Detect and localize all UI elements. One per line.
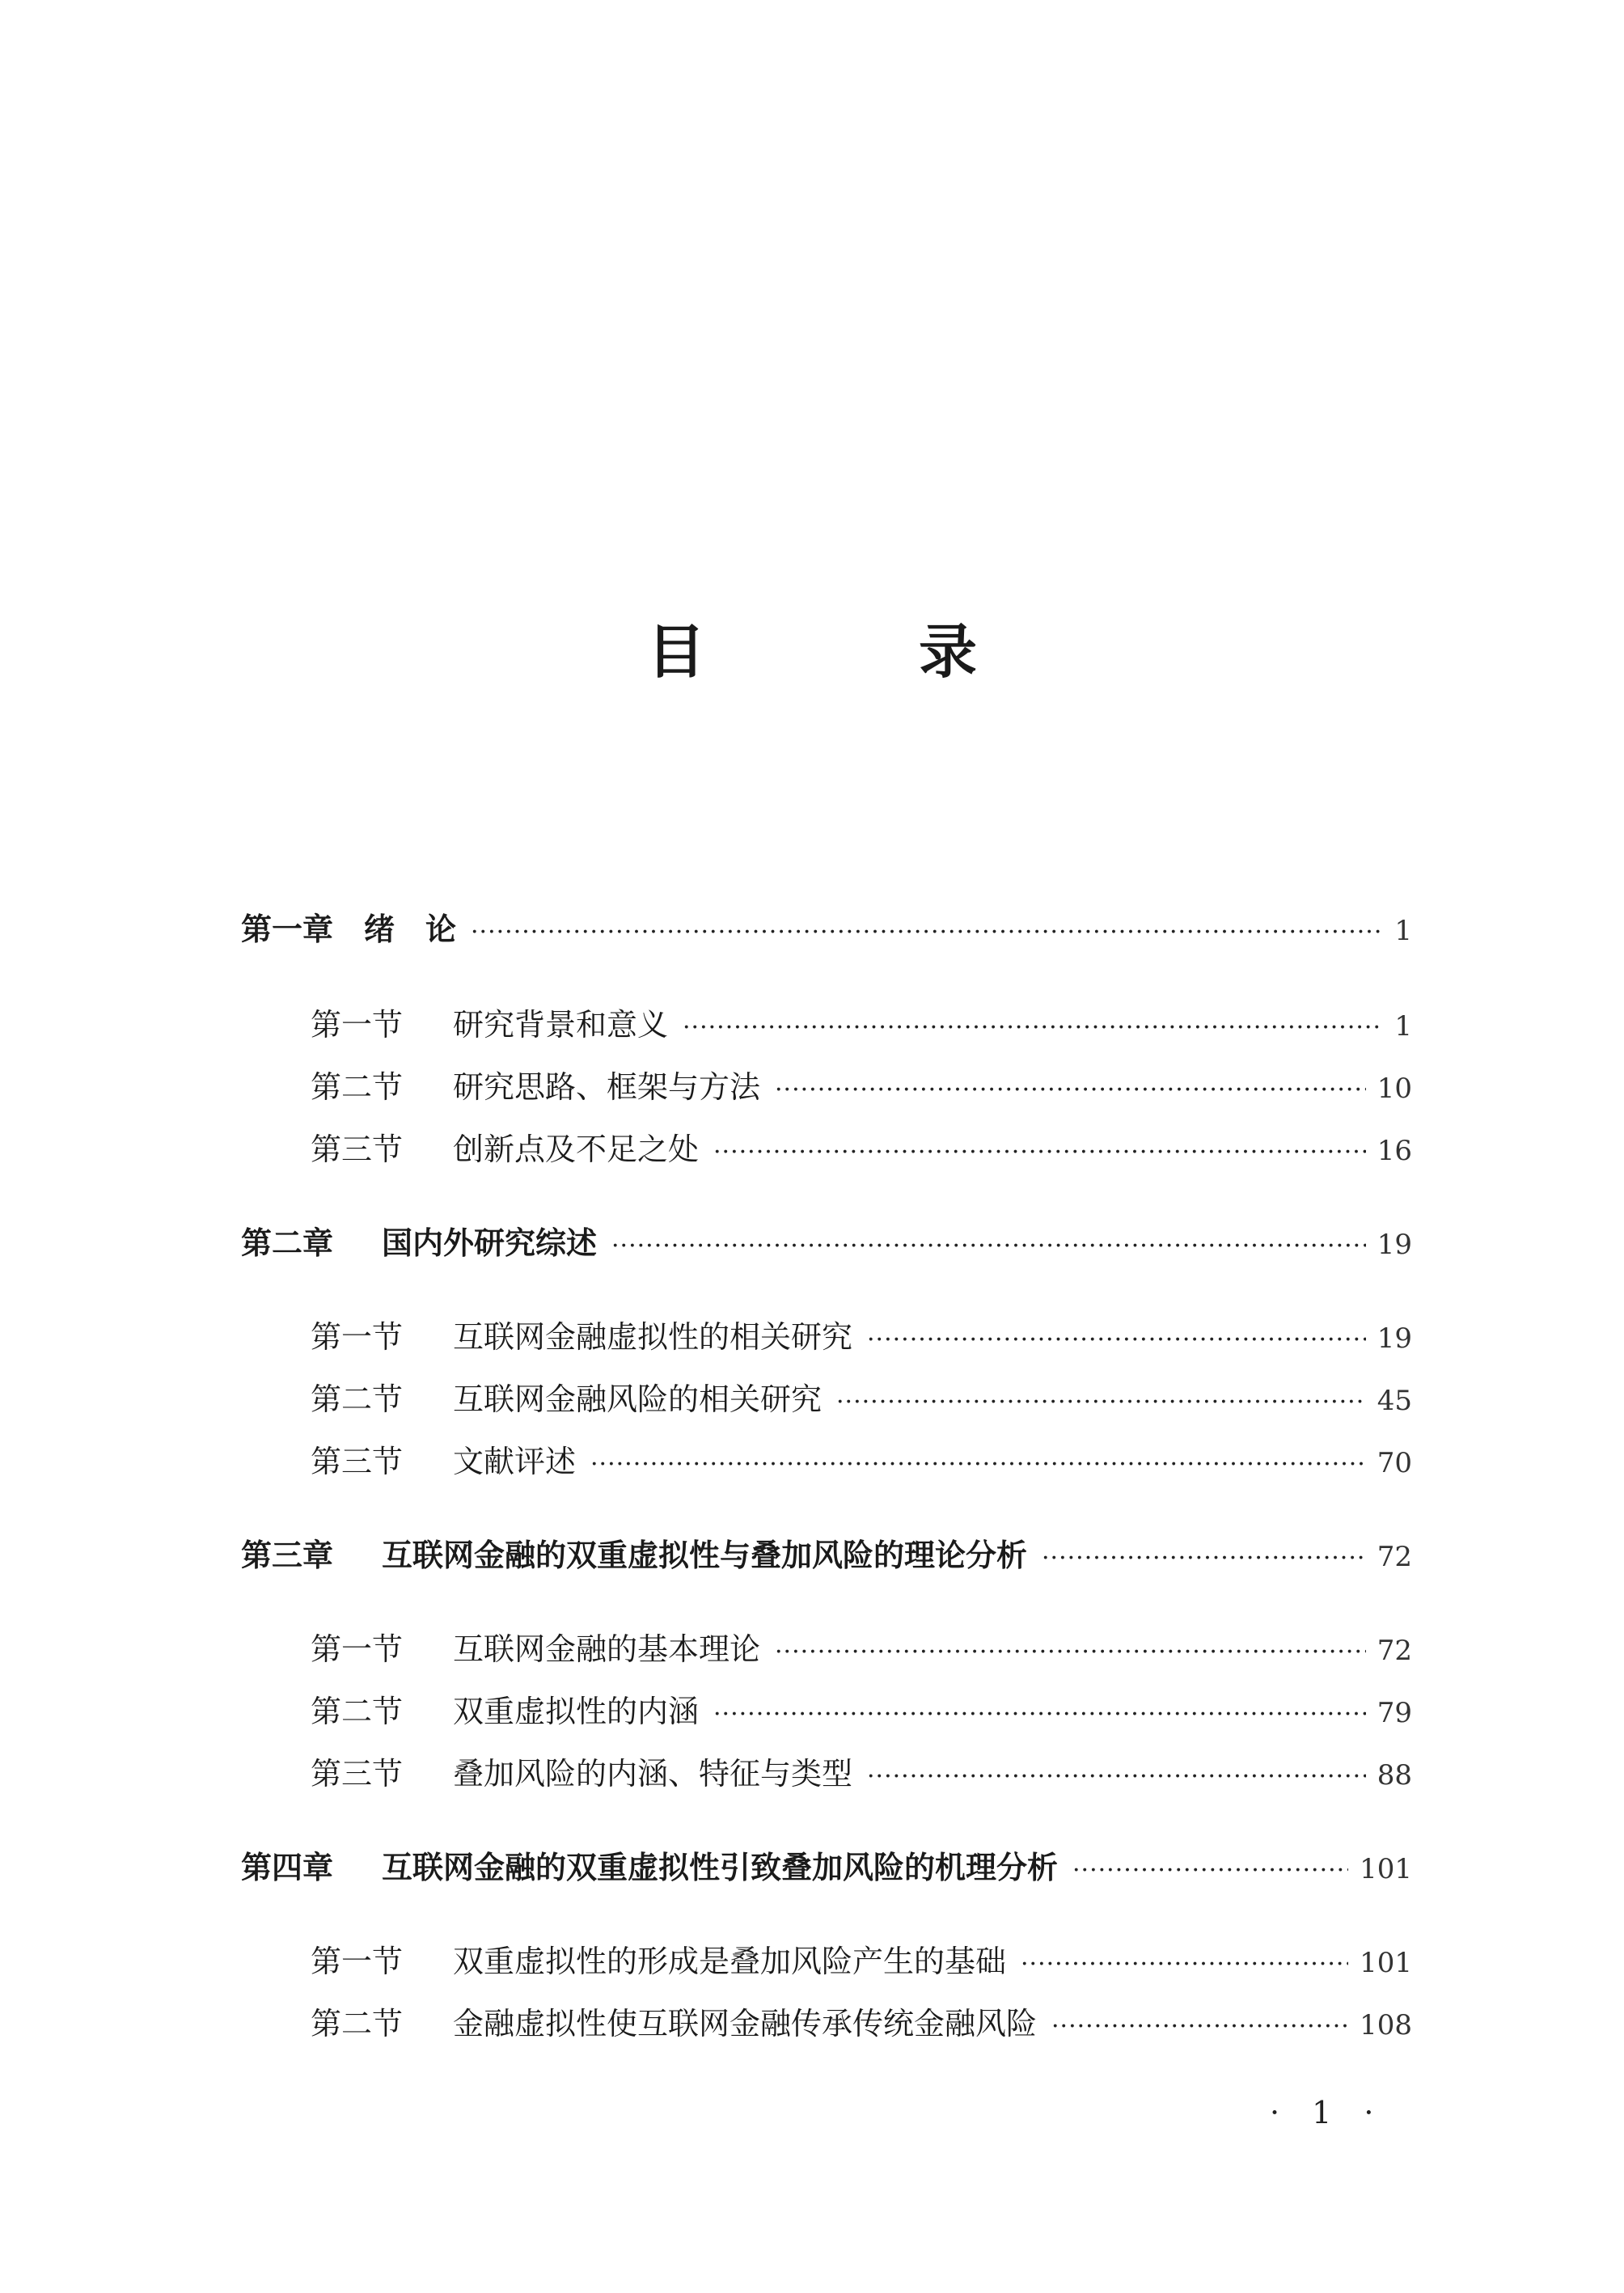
toc-section-label: 第三节 bbox=[311, 1444, 404, 1479]
toc-page-number: 101 bbox=[1360, 1947, 1412, 1979]
dot-leader bbox=[1042, 1546, 1366, 1571]
toc-section-3-3[interactable] bbox=[311, 1756, 1412, 1792]
toc-section-label: 第一节 bbox=[311, 1007, 404, 1043]
dot-leader bbox=[1072, 1859, 1348, 1883]
toc-section-2-2[interactable] bbox=[311, 1381, 1412, 1417]
toc-chapter-title: 互联网金融的双重虚拟性与叠加风险的理论分析 bbox=[382, 1538, 1028, 1573]
dot-leader bbox=[836, 1390, 1366, 1415]
toc-section-label: 第二节 bbox=[311, 1069, 404, 1105]
toc-chapter-label: 第三章 bbox=[241, 1538, 334, 1573]
toc-page-number: 79 bbox=[1377, 1697, 1412, 1729]
toc-section-label: 第一节 bbox=[311, 1631, 404, 1667]
toc-section-3-2[interactable] bbox=[311, 1696, 1412, 1727]
toc-chapter-title: 互联网金融的双重虚拟性引致叠加风险的机理分析 bbox=[382, 1850, 1059, 1885]
toc-section-1-1[interactable] bbox=[311, 1007, 1412, 1043]
toc-section-title: 互联网金融虚拟性的相关研究 bbox=[453, 1319, 853, 1355]
toc-chapter-label: 第一章 绪 论 bbox=[241, 912, 457, 947]
toc-section-label: 第一节 bbox=[311, 1944, 404, 1979]
dot-leader bbox=[867, 1765, 1366, 1789]
toc-section-3-1[interactable] bbox=[311, 1631, 1412, 1667]
toc-section-title: 金融虚拟性使互联网金融传承传统金融风险 bbox=[453, 2006, 1038, 2041]
toc-section-title: 文献评述 bbox=[453, 1444, 577, 1479]
toc-section-label: 第二节 bbox=[311, 2006, 404, 2041]
toc-section-4-2[interactable] bbox=[311, 2008, 1412, 2039]
toc-chapter-1[interactable] bbox=[241, 914, 1412, 945]
dot-leader bbox=[713, 1703, 1366, 1727]
dot-leader bbox=[775, 1640, 1366, 1665]
dot-leader bbox=[713, 1140, 1366, 1165]
toc-page-number: 1 bbox=[1394, 915, 1412, 947]
toc-section-title: 互联网金融风险的相关研究 bbox=[453, 1381, 823, 1417]
toc-page-number: 19 bbox=[1377, 1322, 1412, 1355]
dot-leader bbox=[775, 1078, 1366, 1102]
toc-page-number: 72 bbox=[1377, 1541, 1412, 1573]
toc-section-title: 研究背景和意义 bbox=[453, 1007, 669, 1043]
toc-chapter-label: 第四章 bbox=[241, 1850, 334, 1885]
toc-section-title: 创新点及不足之处 bbox=[453, 1132, 700, 1167]
toc-page-number: 16 bbox=[1377, 1135, 1412, 1167]
toc-page-number: 72 bbox=[1377, 1635, 1412, 1667]
toc-section-label: 第三节 bbox=[311, 1132, 404, 1167]
toc-page-number: 88 bbox=[1377, 1759, 1412, 1792]
toc-section-label: 第二节 bbox=[311, 1694, 404, 1729]
toc-section-title: 双重虚拟性的内涵 bbox=[453, 1694, 700, 1729]
toc-section-label: 第二节 bbox=[311, 1381, 404, 1417]
toc-section-title: 叠加风险的内涵、特征与类型 bbox=[453, 1756, 853, 1792]
toc-section-2-3[interactable] bbox=[311, 1446, 1412, 1477]
toc-page-number: 45 bbox=[1377, 1385, 1412, 1417]
toc-section-title: 研究思路、框架与方法 bbox=[453, 1069, 761, 1105]
toc-chapter-4[interactable] bbox=[241, 1852, 1412, 1883]
toc-section-title: 互联网金融的基本理论 bbox=[453, 1631, 761, 1667]
toc-chapter-2[interactable] bbox=[241, 1225, 1412, 1261]
dot-leader bbox=[867, 1328, 1366, 1352]
toc-section-4-1[interactable] bbox=[311, 1946, 1412, 1977]
dot-leader bbox=[590, 1453, 1366, 1477]
toc-chapter-label: 第二章 bbox=[241, 1225, 334, 1261]
toc-page-number: 101 bbox=[1360, 1853, 1412, 1885]
toc-section-label: 第三节 bbox=[311, 1756, 404, 1792]
dot-leader bbox=[1051, 2015, 1348, 2039]
toc-page-number: 10 bbox=[1377, 1072, 1412, 1105]
page-title: 目 录 bbox=[646, 618, 1055, 686]
dot-leader bbox=[683, 1016, 1383, 1040]
toc-page-number: 108 bbox=[1360, 2009, 1412, 2041]
toc-section-title: 双重虚拟性的形成是叠加风险产生的基础 bbox=[453, 1944, 1007, 1979]
toc-section-1-3[interactable] bbox=[311, 1134, 1412, 1165]
toc-chapter-3[interactable] bbox=[241, 1540, 1412, 1571]
dot-leader bbox=[471, 920, 1383, 945]
dot-leader bbox=[1021, 1952, 1348, 1977]
toc-section-1-2[interactable] bbox=[311, 1069, 1412, 1105]
toc-page-number: 1 bbox=[1394, 1010, 1412, 1043]
toc-section-2-1[interactable] bbox=[311, 1319, 1412, 1355]
page-folio: · 1 · bbox=[1270, 2095, 1385, 2130]
toc-page-number: 70 bbox=[1377, 1447, 1412, 1479]
toc-chapter-title: 国内外研究综述 bbox=[382, 1225, 598, 1261]
dot-leader bbox=[611, 1234, 1366, 1259]
toc-section-label: 第一节 bbox=[311, 1319, 404, 1355]
toc-page-number: 19 bbox=[1377, 1229, 1412, 1261]
